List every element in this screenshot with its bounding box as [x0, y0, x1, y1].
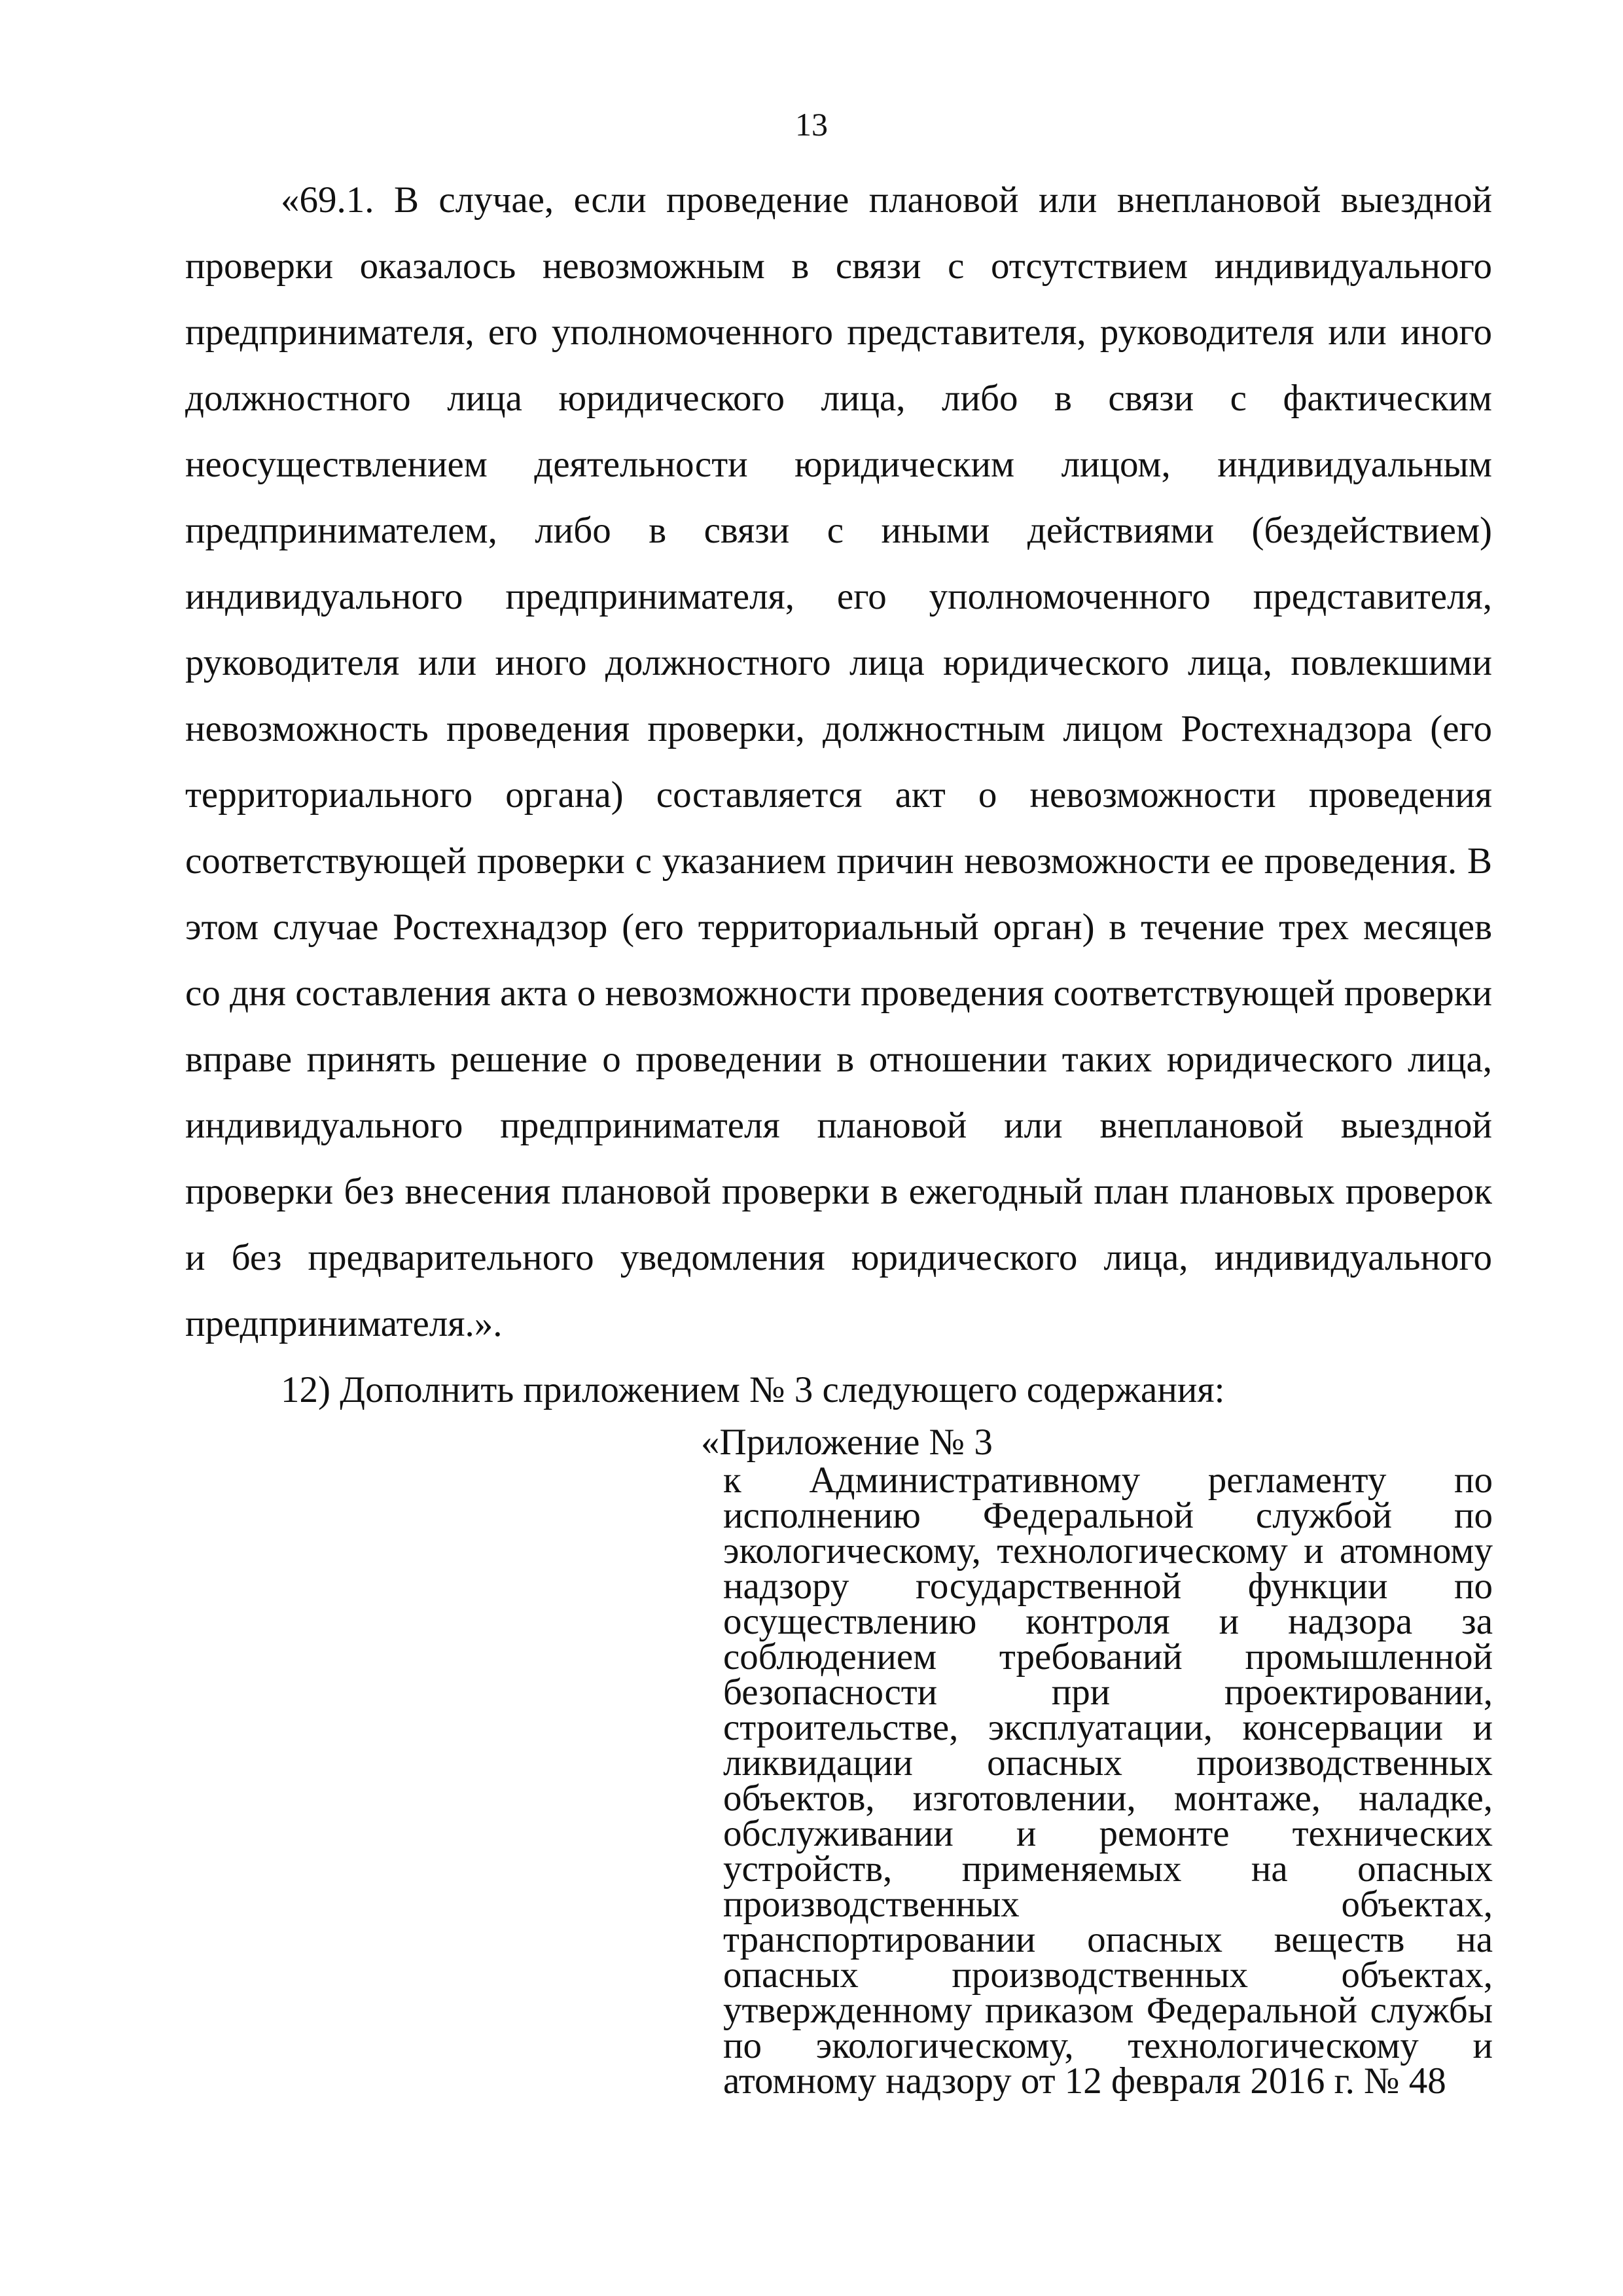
paragraph-amendment-12: 12) Дополнить приложением № 3 следующего содержания: — [281, 1369, 1225, 1410]
page-number: 13 — [795, 106, 828, 143]
appendix-reference-text: к Административному регламенту по исполнению Федеральной службой по экологическому, технологическому и атомному надзору государственной функции по осуществлению контроля и надзора за соблюдением требований промышленной безопасности при проектировании, строительстве, эксплуатации, консервации и ликвидации опасных производственных объектов, изготовлении, монтаже, наладке, обслуживании и ремонте технических устройств, применяемых на опасных производственных объектах, транспортировании опасных веществ на опасных производственных объектах, утвержденному приказом Федеральной службы по экологическому, технологическому и атомному надзору от 12 февраля 2016 г. № 48 — [723, 1460, 1493, 2102]
document-body — [185, 167, 1492, 1423]
appendix-header-block — [701, 1422, 1493, 2102]
appendix-heading: «Приложение № 3 — [701, 1422, 993, 1463]
paragraph-69-1: «69.1. В случае, если проведение плановой или внеплановой выездной проверки оказалось невозможным в связи с отсутствием индивидуального предпринимателя, его уполномоченного представителя, руководителя или иного должностного лица юридического лица, либо в связи с фактическим неосуществлением деятельности юридическим лицом, индивидуальным предпринимателем, либо в связи с иными действиями (бездействием) индивидуального предпринимателя, его уполномоченного представителя, руководителя или иного должностного лица юридического лица, повлекшими невозможность проведения проверки, должностным лицом Ростехнадзора (его территориального органа) составляется акт о невозможности проведения соответствующей проверки с указанием причин невозможности ее проведения. В этом случае Ростехнадзор (его территориальный орган) в течение трех месяцев со дня составления акта о невозможности проведения соответствующей проверки вправе принять решение о проведении в отношении таких юридического лица, индивидуального предпринимателя плановой или внеплановой выездной проверки без внесения плановой проверки в ежегодный план плановых проверок и без предварительного уведомления юридического лица, индивидуального предпринимателя.». — [185, 179, 1492, 1344]
